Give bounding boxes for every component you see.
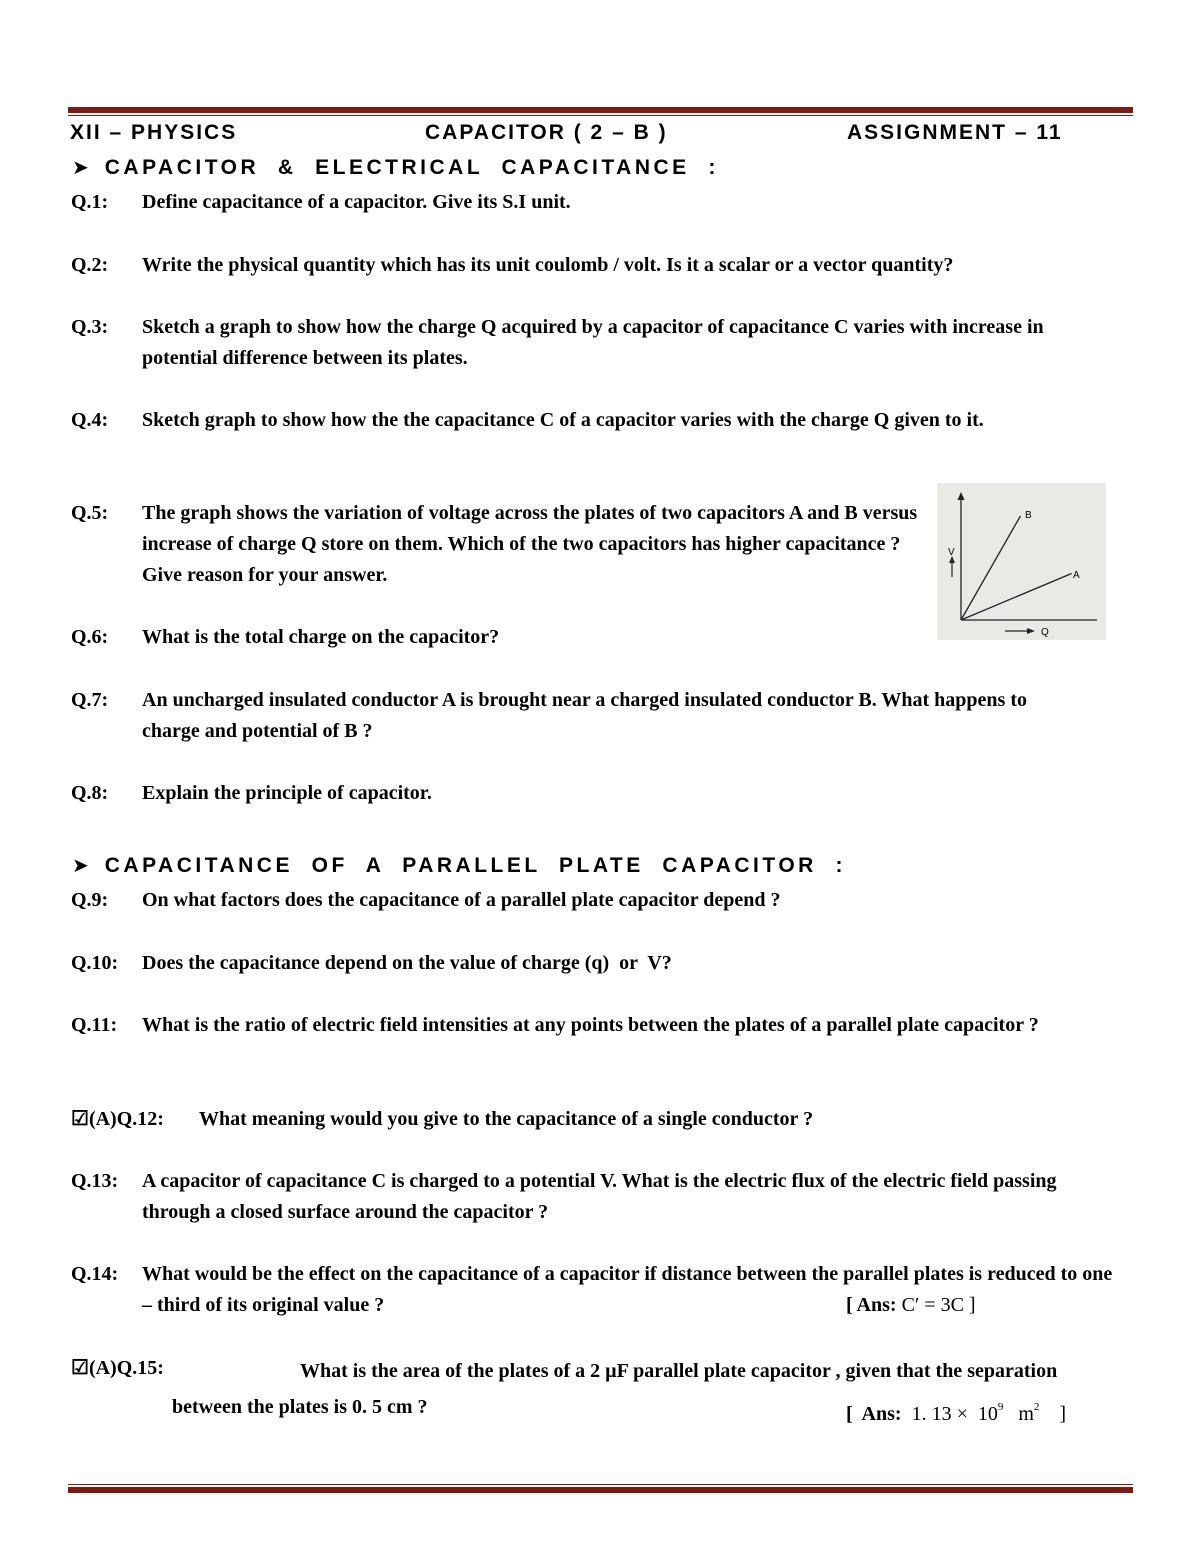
question-number: (A)Q.15: [88,1357,164,1379]
question-text: An uncharged insulated conductor A is brought near a charged insulated conductor B. What happens to charge and potential of B ? [142,689,1027,742]
y-axis-indicator [948,547,955,577]
x-axis-label: Q [1041,627,1049,638]
question-number: Q.5: [71,502,109,524]
question-text: What would be the effect on the capacitance of a capacitor if distance between the parallel plates is reduced to one – third of its original value ? [142,1263,1113,1316]
bottom-rule [68,1484,1133,1493]
line-b [961,516,1021,620]
line-a [961,574,1072,621]
section-heading-parallel-plate [72,853,846,878]
question-2 [71,250,1111,281]
question-12 [71,1104,1111,1135]
section-heading-capacitance [72,155,719,180]
question-3 [71,312,1111,374]
x-axis-indicator [1005,627,1049,638]
question-number: Q.11: [71,1014,118,1036]
question-number: Q.2: [71,254,109,276]
header-assignment: ASSIGNMENT – 11 [847,121,1063,144]
arrow-bullet-icon: ➤ [72,855,89,877]
question-number: Q.14: [71,1263,119,1285]
answer-mantissa: 1. 13 × 10 [911,1403,998,1425]
question-text: Write the physical quantity which has its unit coulomb / volt. Is it a scalar or a vector quantity? [142,254,954,276]
header-class-subject: XII – PHYSICS [70,121,238,144]
page-header [70,121,1133,149]
question-text: Define capacitance of a capacitor. Give its S.I unit. [142,191,571,213]
y-axis-label: V [948,547,955,558]
question-number: Q.10: [71,952,119,974]
question-number: Q.3: [71,316,109,338]
question-text: What meaning would you give to the capacitance of a single conductor ? [199,1108,814,1130]
question-10 [71,948,1111,979]
question-7 [71,685,1111,747]
line-a-label: A [1073,570,1080,581]
question-13 [71,1166,1111,1228]
question-number: Q.9: [71,889,109,911]
question-text: What is the ratio of electric field intensities at any points between the plates of a parallel plate capacitor ? [142,1014,1039,1036]
question-11 [71,1010,1111,1072]
question-4 [71,405,1111,467]
checkbox-checked-icon: ☑ [71,1108,89,1130]
top-rule [68,107,1133,116]
question-5 [71,498,931,591]
question-text: Explain the principle of capacitor. [142,782,432,804]
section-title: CAPACITOR & ELECTRICAL CAPACITANCE : [104,156,719,179]
right-arrow-icon [1027,628,1035,634]
answer-unit-exponent: 2 [1033,1401,1040,1413]
question-text: What is the area of the plates of a 2 µF parallel plate capacitor , given that the separation between the plates is 0. 5 cm ? [172,1360,1058,1418]
question-text: On what factors does the capacitance of a parallel plate capacitor depend ? [142,889,781,911]
y-axis-arrowhead-icon [958,492,965,500]
question-number: Q.4: [71,409,109,431]
answer-close: ] [1059,1403,1067,1425]
line-b-label: B [1025,510,1032,521]
question-text: Does the capacitance depend on the value of charge (q) or V? [142,952,672,974]
answer-expression: C′ = 3C [901,1294,964,1316]
answer-open: [ Ans: [846,1294,897,1316]
question-1 [71,187,1111,218]
question-text: Sketch graph to show how the the capacitance C of a capacitor varies with the charge Q given to it. [142,409,984,431]
question-number-wrap [71,1104,164,1135]
question-text: What is the total charge on the capacitor? [142,626,500,648]
question-text: Sketch a graph to show how the charge Q acquired by a capacitor of capacitance C varies with increase in potential difference between its plates. [142,316,1044,369]
question-number: Q.13: [71,1170,119,1192]
question-9 [71,885,1111,916]
answer-open: [ Ans: [846,1403,902,1425]
question-text: The graph shows the variation of voltage across the plates of two capacitors A and B versus increase of charge Q store on them. Which of the two capacitors has higher capacitance ? Give reason for your answer. [142,502,918,586]
section-title: CAPACITANCE OF A PARALLEL PLATE CAPACITOR : [104,854,846,877]
header-chapter: CAPACITOR ( 2 – B ) [425,121,668,144]
question-text: A capacitor of capacitance C is charged to a potential V. What is the electric flux of the electric field passing through a closed surface around the capacitor ? [142,1170,1057,1223]
answer-exponent: 9 [997,1401,1004,1413]
question-number: Q.1: [71,191,109,213]
graph-svg [937,483,1106,640]
question-8 [71,778,1111,809]
checkbox-checked-icon: ☑ [71,1357,89,1379]
answer-q14 [846,1290,976,1321]
question-number: Q.8: [71,782,109,804]
question-number: (A)Q.12: [88,1108,164,1130]
question-6 [71,622,931,653]
question-number: Q.6: [71,626,109,648]
answer-unit: m [1018,1403,1034,1425]
answer-q15 [846,1389,1066,1432]
arrow-bullet-icon: ➤ [72,157,89,179]
voltage-charge-graph [937,483,1106,640]
question-number: Q.7: [71,689,109,711]
answer-close: ] [968,1294,976,1316]
